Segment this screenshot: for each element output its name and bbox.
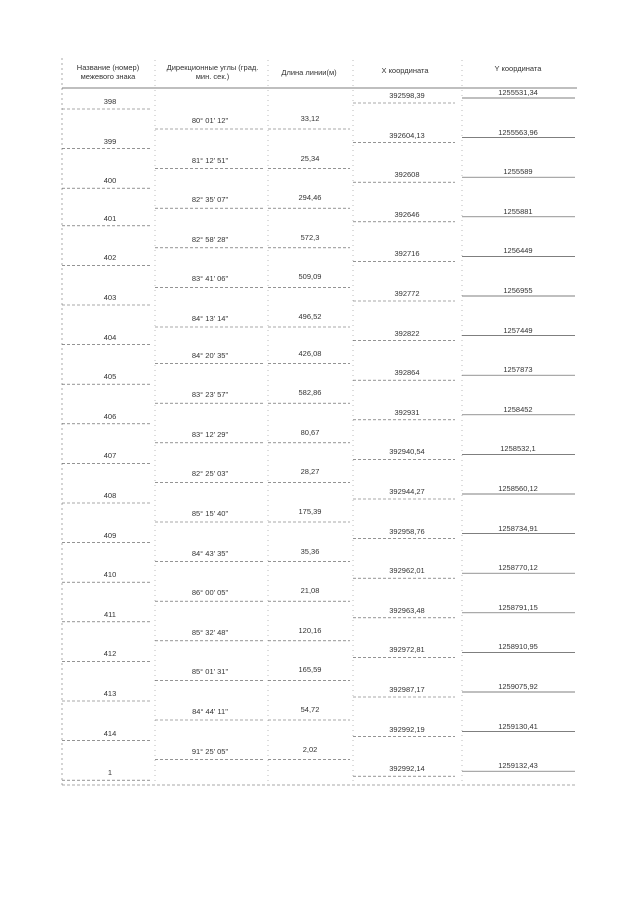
y-coordinate: 1255563,96 [498,127,538,137]
x-coordinate: 392972,81 [389,645,425,655]
x-coordinate: 392992,19 [389,724,425,734]
x-coordinate: 392962,01 [389,566,425,576]
y-coordinate: 1258770,12 [498,563,538,573]
direction-angle: 84° 13' 14" [191,314,229,323]
direction-angle: 83° 23' 57" [191,390,229,400]
point-number: 410 [103,570,117,580]
y-coordinate: 1257449 [503,325,533,335]
point-number: 405 [103,372,117,382]
line-length: 21,08 [300,586,320,596]
line-length: 25,34 [300,153,320,163]
x-coordinate: 392822 [394,328,420,338]
header-length: Длина линии(м) [281,68,337,77]
y-coordinate: 1258560,12 [498,484,538,493]
line-length: 165,59 [298,665,322,675]
line-length: 572,3 [300,232,320,242]
direction-angle: 84° 43' 35" [191,548,229,558]
point-number: 406 [103,411,117,421]
direction-angle: 83° 12' 29" [191,429,229,439]
line-length: 496,52 [298,312,322,321]
direction-angle: 85° 01' 31" [191,667,229,677]
y-coordinate: 1256955 [503,286,533,295]
y-coordinate: 1258734,91 [498,523,538,533]
direction-angle: 81° 12' 51" [191,155,229,165]
point-number: 403 [103,293,117,302]
line-length: 509,09 [298,272,322,282]
y-coordinate: 1255589 [503,167,533,177]
point-number: 412 [103,649,117,659]
y-coordinate: 1256449 [503,246,533,256]
point-number: 401 [103,213,117,223]
point-number: 398 [103,97,117,106]
point-number: 408 [103,491,117,500]
point-number: 413 [103,689,117,698]
y-coordinate: 1259075,92 [498,682,538,691]
line-length: 2,02 [302,744,318,754]
x-coordinate: 392931 [394,407,420,417]
header-number: Название (номер) межевого знака [76,63,140,81]
y-coordinate: 1259132,43 [498,761,538,771]
direction-angle: 84° 20' 35" [191,350,229,360]
x-coordinate: 392716 [394,249,420,259]
header-angle: Дирекционные углы (град. мин. сек.) [166,63,259,81]
point-number: 404 [103,332,117,342]
x-coordinate: 392598,39 [389,91,425,100]
y-coordinate: 1255881 [503,206,533,216]
direction-angle: 85° 32' 48" [191,627,229,637]
point-number: 399 [103,136,117,146]
direction-angle: 86° 00' 05" [191,588,229,598]
y-coordinate: 1259130,41 [498,721,538,731]
x-coordinate: 392608 [394,170,420,180]
y-coordinate: 1258791,15 [498,602,538,612]
x-coordinate: 392604,13 [389,130,425,140]
x-coordinate: 392940,54 [389,447,425,457]
direction-angle: 80° 01' 12" [191,116,229,125]
direction-angle: 82° 58' 28" [191,234,229,244]
x-coordinate: 392772 [394,289,420,298]
x-coordinate: 392987,17 [389,685,425,694]
line-length: 294,46 [298,193,322,203]
point-number: 400 [103,176,117,186]
line-length: 54,72 [300,705,320,714]
line-length: 33,12 [300,114,320,123]
line-length: 582,86 [298,388,322,398]
header-y: Y координата [494,64,542,73]
line-length: 35,36 [300,546,320,556]
x-coordinate: 392963,48 [389,605,425,615]
line-length: 28,27 [300,467,320,477]
direction-angle: 85° 15' 40" [191,509,229,518]
line-length: 120,16 [298,625,322,635]
y-coordinate: 1257873 [503,365,533,375]
y-coordinate: 1258532,1 [500,444,536,454]
y-coordinate: 1258452 [503,404,533,414]
point-number: 409 [103,530,117,540]
direction-angle: 82° 25' 03" [191,469,229,479]
direction-angle: 84° 44' 11" [192,707,228,716]
x-coordinate: 392864 [394,368,420,378]
header-x: X координата [381,66,429,75]
x-coordinate: 392992,14 [389,764,425,774]
line-length: 426,08 [298,348,322,358]
y-coordinate: 1255531,34 [498,88,538,97]
point-number: 402 [103,253,117,263]
line-length: 80,67 [300,427,320,437]
point-number: 407 [103,451,117,461]
y-coordinate: 1258910,95 [498,642,538,652]
direction-angle: 82° 35' 07" [191,195,229,205]
direction-angle: 91° 25' 05" [191,746,229,756]
point-number: 414 [103,728,117,738]
x-coordinate: 392944,27 [389,487,425,496]
x-coordinate: 392958,76 [389,526,425,536]
point-number: 411 [104,609,116,619]
point-number: 1 [107,768,113,778]
line-length: 175,39 [298,507,322,516]
direction-angle: 83° 41' 06" [191,274,229,284]
x-coordinate: 392646 [394,209,420,219]
